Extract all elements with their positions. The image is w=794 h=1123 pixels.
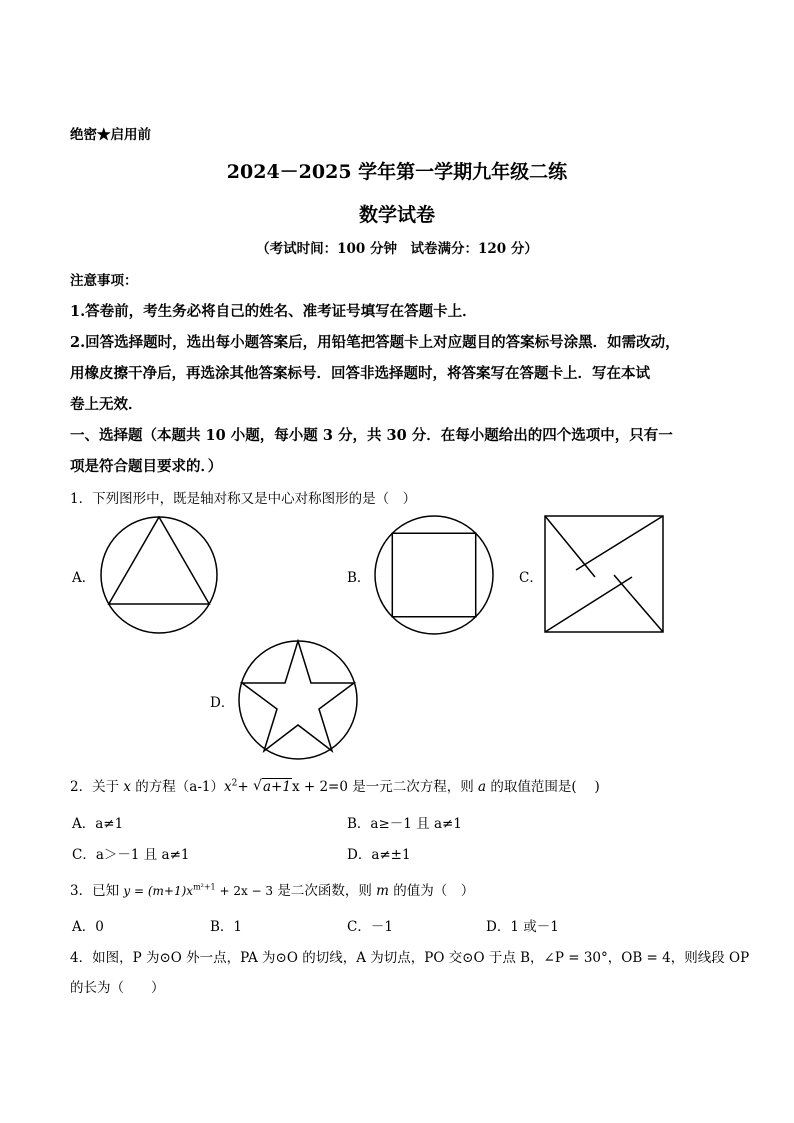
notes-heading: 注意事项： <box>70 273 138 289</box>
q3-text-2: 是二次函数，则 <box>273 883 377 899</box>
q3-expression-1: y = (m+1)x <box>123 884 194 898</box>
q3-option-b: B．1 <box>210 919 243 935</box>
note-2-line3: 卷上无效． <box>70 396 143 413</box>
figure-c-pinwheel-square <box>544 515 664 633</box>
question-2-stem <box>70 775 600 795</box>
option-d-label: D． <box>210 695 235 711</box>
figure-a-circle-triangle <box>98 514 220 636</box>
option-c-label: C． <box>519 570 543 586</box>
q3-expression-2: + 2x − 3 <box>215 884 274 898</box>
q2-var-x: x <box>123 779 132 795</box>
section-heading-line1: 一、选择题（本题共 10 小题，每小题 3 分，共 30 分．在每小题给出的四个选项中，只有一 <box>70 427 673 444</box>
q3-text-3: 的值为（ ） <box>388 883 475 899</box>
question-4-line2: 的长为（ ） <box>70 980 165 996</box>
q2-text-4: 的取值范围是( ) <box>486 779 600 795</box>
question-4-line1: 4．如图，P 为⊙O 外一点，PA 为⊙O 的切线，A 为切点，PO 交⊙O 于点 B，∠P = 30°，OB = 4，则线段 OP <box>70 950 750 966</box>
exam-info: （考试时间：100 分钟 试卷满分：120 分） <box>256 241 538 257</box>
q3-var-m: m <box>376 883 389 899</box>
note-1: 1.答卷前，考生务必将自己的姓名、准考证号填写在答题卡上． <box>70 303 477 320</box>
page-subtitle: 数学试卷 <box>358 204 435 226</box>
note-2-line2: 用橡皮擦干净后，再选涂其他答案标号．回答非选择题时，将答案写在答题卡上．写在本试 <box>70 365 650 382</box>
q2-option-d: D．a≠±1 <box>347 847 411 863</box>
q2-text-2: 的方程（a-1） <box>131 779 225 795</box>
section-heading-line2: 项是符合题目要求的．） <box>70 458 223 475</box>
secret-mark: 绝密★启用前 <box>70 127 151 143</box>
q3-option-a: A．0 <box>72 919 104 935</box>
option-a-label: A． <box>72 570 96 586</box>
q3-option-d: D．1 或－1 <box>486 919 559 935</box>
page-title: 2024－2025 学年第一学期九年级二练 <box>226 161 568 183</box>
q2-plus: + <box>237 779 253 795</box>
q2-text-3: x + 2=0 是一元二次方程，则 <box>291 779 479 795</box>
question-1-stem: 1．下列图形中，既是轴对称又是中心对称图形的是（ ） <box>70 491 417 507</box>
q2-option-a: A．a≠1 <box>72 816 124 832</box>
note-2-line1: 2.回答选择题时，选出每小题答案后，用铅笔把答题卡上对应题目的答案标号涂黑．如需改动， <box>70 334 680 351</box>
q2-text-1: 2．关于 <box>70 779 124 795</box>
q3-exponent: m²+1 <box>193 882 216 892</box>
figure-b-circle-square <box>372 513 496 637</box>
q2-var-a: a <box>478 779 487 795</box>
q2-var-x2: x <box>224 779 232 795</box>
q3-option-c: C．－1 <box>347 919 393 935</box>
q3-text-1: 3．已知 <box>70 883 124 899</box>
q2-option-b: B．a≥－1 且 a≠1 <box>347 816 462 832</box>
option-b-label: B． <box>347 570 371 586</box>
q2-exponent: 2 <box>231 778 238 789</box>
q2-sqrt-radicand: a+1 <box>262 779 291 795</box>
figure-d-circle-star <box>236 639 360 761</box>
q2-option-c: C．a＞－1 且 a≠1 <box>72 847 190 863</box>
q2-sqrt: √ a+1 <box>252 778 291 795</box>
question-3-stem <box>70 879 474 899</box>
